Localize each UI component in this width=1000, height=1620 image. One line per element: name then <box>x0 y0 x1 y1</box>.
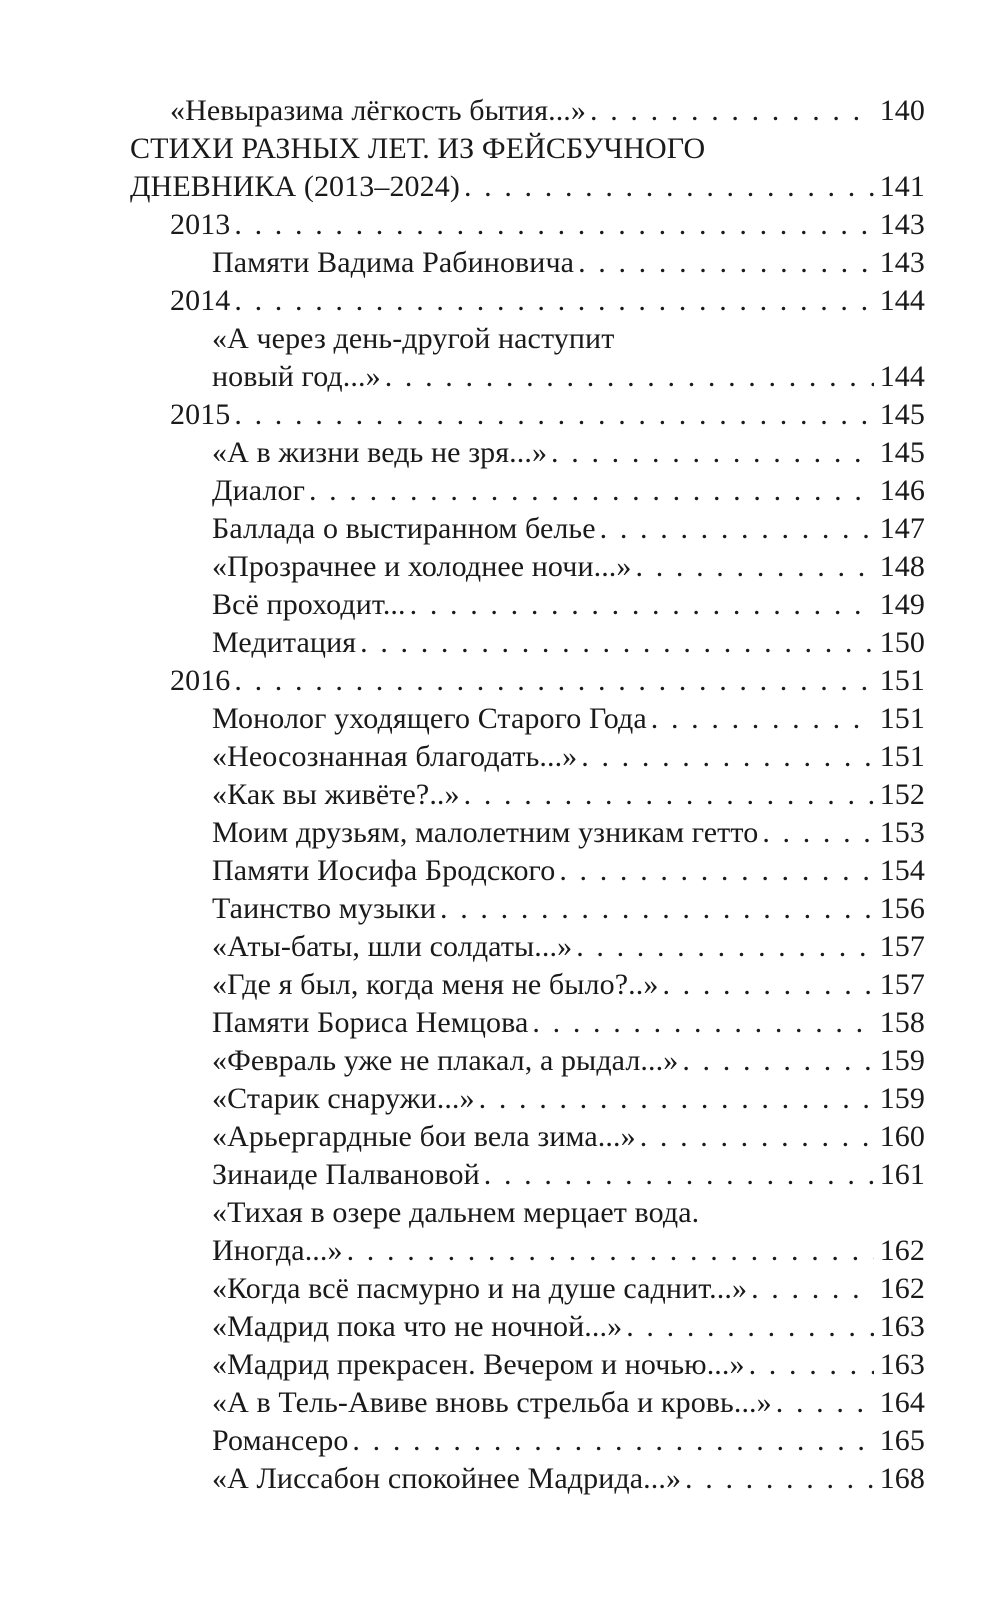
dot-leader <box>776 1384 874 1422</box>
toc-entry-title: Монолог уходящего Старого Года <box>212 702 647 735</box>
toc-entry <box>130 1156 925 1194</box>
toc-page-number: 149 <box>879 588 925 621</box>
toc-entry <box>130 1308 925 1346</box>
dot-leader <box>234 662 873 700</box>
toc-entry-row <box>212 1460 925 1498</box>
toc-year-entry <box>130 396 925 434</box>
toc-entry-row <box>170 206 925 244</box>
toc-page-number: 163 <box>879 1348 925 1381</box>
dot-leader <box>234 282 873 320</box>
toc-page-number: 157 <box>879 968 925 1001</box>
dot-leader <box>751 1270 874 1308</box>
toc-entry-row <box>212 776 925 814</box>
toc-entry-title: Зинаиде Палвановой <box>212 1158 480 1191</box>
toc-page-number: 144 <box>879 360 925 393</box>
toc-page-number: 145 <box>879 436 925 469</box>
dot-leader <box>749 1346 874 1384</box>
toc-entry <box>130 1118 925 1156</box>
toc-page-number: 162 <box>879 1272 925 1305</box>
toc-entry <box>130 814 925 852</box>
toc-entry-title: Романсеро <box>212 1424 349 1457</box>
toc-entry-title: «Когда всё пасмурно и на душе саднит...» <box>212 1272 748 1305</box>
toc-page-number: 140 <box>879 94 925 127</box>
toc-page-number: 145 <box>879 398 925 431</box>
toc-entry-title: 2015 <box>170 398 231 431</box>
toc-page-number: 157 <box>879 930 925 963</box>
toc-entry <box>130 624 925 662</box>
toc-entry-row <box>212 890 925 928</box>
toc-page-number: 147 <box>879 512 925 545</box>
toc-entry-title: Таинство музыки <box>212 892 437 925</box>
toc-entry-title: Моим друзьям, малолетним узникам гетто <box>212 816 759 849</box>
toc-entry <box>130 1270 925 1308</box>
toc-entry <box>130 510 925 548</box>
toc-entry-title: Диалог <box>212 474 305 507</box>
toc-entry-title: «Прозрачнее и холоднее ночи...» <box>212 550 632 583</box>
toc-page-number: 143 <box>879 208 925 241</box>
toc-page-number: 163 <box>879 1310 925 1343</box>
dot-leader <box>410 586 874 624</box>
toc-page-number: 162 <box>879 1234 925 1267</box>
dot-leader <box>464 776 874 814</box>
dot-leader <box>360 624 874 662</box>
toc-entry-title: «Старик снаружи...» <box>212 1082 475 1115</box>
toc-entry-title: Всё проходит... <box>212 588 406 621</box>
toc-entry-row <box>170 396 925 434</box>
toc-page-number: 161 <box>879 1158 925 1191</box>
toc-entry-row <box>212 966 925 1004</box>
toc-year-entry <box>130 206 925 244</box>
toc-entry <box>130 1042 925 1080</box>
toc-entry-row <box>212 928 925 966</box>
dot-leader <box>762 814 873 852</box>
toc-entry <box>130 1080 925 1118</box>
toc-entry <box>130 548 925 586</box>
dot-leader <box>234 396 873 434</box>
toc-entry-row <box>212 1004 925 1042</box>
toc-entry-row <box>212 1422 925 1460</box>
dot-leader <box>590 92 874 130</box>
toc-entry-row <box>212 1042 925 1080</box>
toc-entry-title: «Арьергардные бои вела зима...» <box>212 1120 636 1153</box>
toc-entry-row <box>212 586 925 624</box>
toc-entry <box>130 1194 925 1270</box>
dot-leader <box>576 928 874 966</box>
toc-entry <box>130 700 925 738</box>
toc-entry-title-line: СТИХИ РАЗНЫХ ЛЕТ. ИЗ ФЕЙСБУЧНОГО <box>130 132 706 165</box>
toc-entry-title: 2014 <box>170 284 231 317</box>
dot-leader <box>479 1080 874 1118</box>
dot-leader <box>234 206 873 244</box>
toc-entry <box>130 1460 925 1498</box>
dot-leader <box>578 244 874 282</box>
toc-year-entry <box>130 282 925 320</box>
table-of-contents <box>130 92 925 1498</box>
toc-entry-title: «Февраль уже не плакал, а рыдал...» <box>212 1044 679 1077</box>
dot-leader <box>626 1308 873 1346</box>
toc-entry <box>130 244 925 282</box>
toc-entry-title: Памяти Бориса Немцова <box>212 1006 529 1039</box>
toc-entry <box>130 928 925 966</box>
toc-entry-title: «Мадрид прекрасен. Вечером и ночью...» <box>212 1348 745 1381</box>
toc-entry-row <box>130 168 925 206</box>
dot-leader <box>551 434 874 472</box>
toc-page-number: 144 <box>879 284 925 317</box>
toc-entry-row <box>212 1384 925 1422</box>
toc-page-number: 150 <box>879 626 925 659</box>
toc-entry <box>130 434 925 472</box>
toc-entry-title: «Невыразима лёгкость бытия...» <box>170 94 586 127</box>
toc-entry <box>130 890 925 928</box>
toc-entry <box>130 472 925 510</box>
dot-leader <box>309 472 874 510</box>
dot-leader <box>484 1156 874 1194</box>
toc-entry <box>130 966 925 1004</box>
toc-page-number: 148 <box>879 550 925 583</box>
toc-entry-title: «Неосознанная благодать...» <box>212 740 578 773</box>
toc-entry-title: «Аты-баты, шли солдаты...» <box>212 930 573 963</box>
dot-leader <box>347 1232 874 1270</box>
toc-entry-row <box>212 852 925 890</box>
dot-leader <box>640 1118 874 1156</box>
toc-entry-row <box>212 548 925 586</box>
toc-entry-row <box>212 472 925 510</box>
toc-entry-title: «А в жизни ведь не зря...» <box>212 436 548 469</box>
dot-leader <box>385 358 874 396</box>
toc-entry-row <box>212 624 925 662</box>
toc-page-number: 165 <box>879 1424 925 1457</box>
toc-year-entry <box>130 92 925 130</box>
toc-entry-row <box>170 662 925 700</box>
toc-entry-row <box>212 700 925 738</box>
toc-entry-row <box>212 434 925 472</box>
toc-entry-title: Памяти Вадима Рабиновича <box>212 246 575 279</box>
toc-page-number: 159 <box>879 1044 925 1077</box>
toc-entry-row <box>212 510 925 548</box>
toc-entry-title: новый год...» <box>212 360 381 393</box>
toc-entry-title-line: «Тихая в озере дальнем мерцает вода. <box>212 1196 700 1229</box>
toc-entry-row <box>212 738 925 776</box>
toc-page-number: 151 <box>879 664 925 697</box>
toc-entry-row <box>212 1270 925 1308</box>
toc-entry-row <box>212 1080 925 1118</box>
toc-entry-title: «Мадрид пока что не ночной...» <box>212 1310 623 1343</box>
toc-entry <box>130 776 925 814</box>
toc-entry-row <box>212 244 925 282</box>
dot-leader <box>440 890 874 928</box>
toc-entry-title: «А в Тель-Авиве вновь стрельба и кровь...» <box>212 1386 772 1419</box>
toc-entry-row <box>212 1232 925 1270</box>
toc-page-number: 164 <box>879 1386 925 1419</box>
toc-page-number: 146 <box>879 474 925 507</box>
dot-leader <box>636 548 874 586</box>
toc-entry-title: «Где я был, когда меня не было?..» <box>212 968 659 1001</box>
toc-page-number: 160 <box>879 1120 925 1153</box>
dot-leader <box>581 738 873 776</box>
toc-entry <box>130 738 925 776</box>
toc-entry-title: «Как вы живёте?..» <box>212 778 460 811</box>
toc-page-number: 158 <box>879 1006 925 1039</box>
dot-leader <box>651 700 874 738</box>
toc-entry-title: Медитация <box>212 626 357 659</box>
toc-entry-title: 2013 <box>170 208 231 241</box>
toc-page-number: 151 <box>879 740 925 773</box>
toc-entry <box>130 852 925 890</box>
dot-leader <box>464 168 874 206</box>
toc-entry-row <box>170 282 925 320</box>
toc-entry-title: Иногда...» <box>212 1234 343 1267</box>
toc-entry-title: Памяти Иосифа Бродского <box>212 854 556 887</box>
dot-leader <box>532 1004 873 1042</box>
toc-page-number: 154 <box>879 854 925 887</box>
dot-leader <box>559 852 873 890</box>
toc-year-entry <box>130 662 925 700</box>
toc-entry <box>130 1346 925 1384</box>
dot-leader <box>662 966 873 1004</box>
toc-page-number: 143 <box>879 246 925 279</box>
toc-entry-title: 2016 <box>170 664 231 697</box>
toc-entry <box>130 586 925 624</box>
toc-entry-row <box>212 1118 925 1156</box>
toc-entry-title: «А Лиссабон спокойнее Мадрида...» <box>212 1462 682 1495</box>
toc-entry-row <box>212 1346 925 1384</box>
toc-entry-row <box>170 92 925 130</box>
toc-entry-row <box>212 814 925 852</box>
toc-entry-title: ДНЕВНИКА (2013–2024) <box>130 170 460 203</box>
dot-leader <box>600 510 874 548</box>
toc-page-number: 153 <box>879 816 925 849</box>
toc-entry-row <box>212 358 925 396</box>
toc-page-number: 168 <box>879 1462 925 1495</box>
toc-entry-title-line: «А через день-другой наступит <box>212 322 615 355</box>
toc-entry <box>130 1422 925 1460</box>
toc-entry-title: Баллада о выстиранном белье <box>212 512 596 545</box>
toc-page-number: 151 <box>879 702 925 735</box>
toc-entry-row <box>212 1156 925 1194</box>
toc-entry <box>130 320 925 396</box>
toc-entry-row <box>212 1308 925 1346</box>
dot-leader <box>682 1042 873 1080</box>
toc-page-number: 156 <box>879 892 925 925</box>
toc-page-number: 141 <box>879 170 925 203</box>
toc-section-entry <box>130 130 925 206</box>
dot-leader <box>685 1460 874 1498</box>
toc-page-number: 159 <box>879 1082 925 1115</box>
toc-page-number: 152 <box>879 778 925 811</box>
dot-leader <box>352 1422 873 1460</box>
toc-entry <box>130 1004 925 1042</box>
toc-entry <box>130 1384 925 1422</box>
